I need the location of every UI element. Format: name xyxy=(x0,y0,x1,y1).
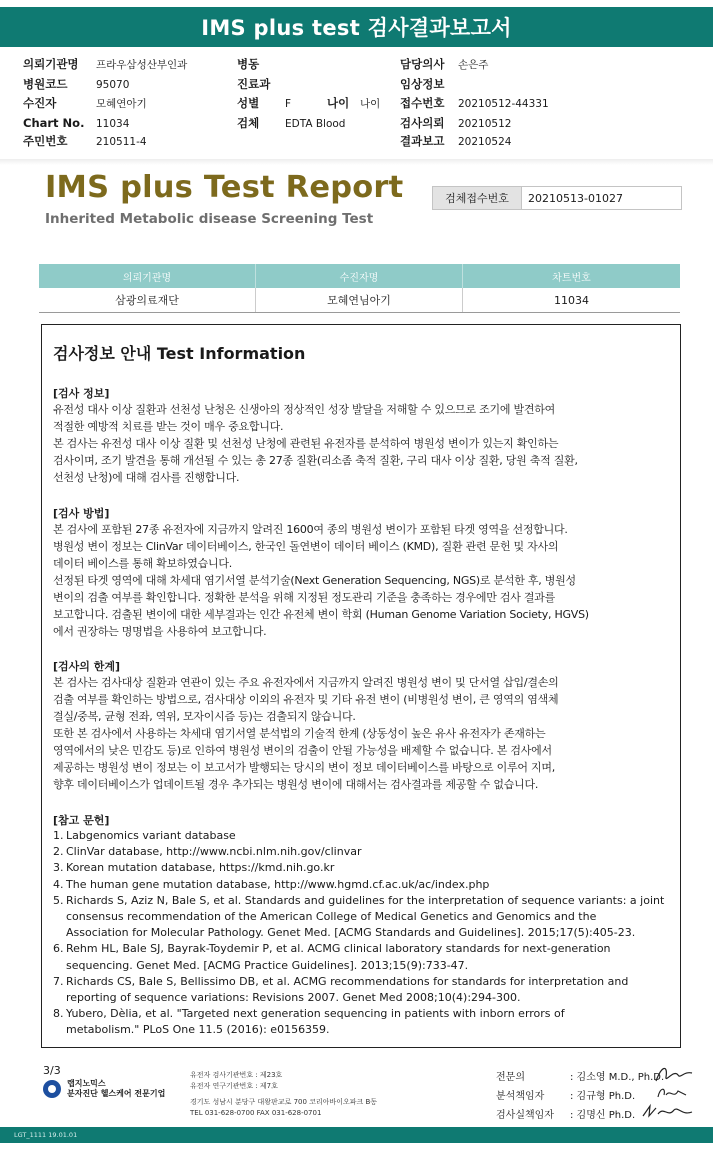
section-body-method xyxy=(53,521,675,640)
text-line: 선정된 타겟 영역에 대해 차세대 염기서열 분석기술(Next Generation Sequencing, NGS)로 분석한 후, 병원성 xyxy=(53,574,576,587)
reference-number: 5. xyxy=(53,893,64,907)
header-field-value-text: 손은주 xyxy=(458,59,489,71)
table-cell-chart: 11034 xyxy=(463,288,681,313)
reference-number: 3. xyxy=(53,861,64,875)
header-field-label-text: 진료과 xyxy=(237,77,271,91)
signer-row xyxy=(496,1068,665,1083)
header-field-label xyxy=(237,96,259,110)
table-cell-institution: 삼광의료재단 xyxy=(39,288,256,313)
signer-row xyxy=(496,1087,636,1102)
header-field-label xyxy=(400,77,444,91)
header-field-label-text: 병동 xyxy=(237,57,260,71)
report-title: IMS plus Test Report xyxy=(45,170,404,205)
content-title: 검사정보 안내 Test Information xyxy=(53,344,306,363)
table-header-patient: 수진자명 xyxy=(256,264,463,288)
text-line: 변이의 검출 여부를 확인합니다. 정확한 분석을 위해 지정된 정도관리 기준을 충족하는 경우에만 검사 결과를 xyxy=(53,591,555,604)
section-body-info xyxy=(53,401,675,486)
header-field-value xyxy=(458,57,488,72)
reference-text: Richards S, Aziz N, Bale S, et al. Standards and guidelines for the interpretation of sequence variants: a joint xyxy=(66,893,665,907)
header-field-label-text: 검사의뢰 xyxy=(400,116,445,130)
text-line: 향후 데이터베이스가 업데이트될 경우 추가되는 병원성 변이에 대해서는 검사결과를 제공할 수 없습니다. xyxy=(53,778,539,791)
header-field-label xyxy=(23,57,79,71)
reference-item xyxy=(53,828,675,844)
reference-item xyxy=(53,974,675,1006)
reference-text: Association for Molecular Pathology. Genet Med. [ACMG Standards and Guidelines]. 2015;17(5):405-23. xyxy=(66,926,636,940)
text-line: 본 검사는 유전성 대사 이상 질환 및 선천성 난청에 관련된 유전자를 분석하여 병원성 변이가 있는지 확인하는 xyxy=(53,437,559,450)
header-field-value xyxy=(458,96,549,111)
header-field-label xyxy=(237,77,270,91)
logo-mark-icon xyxy=(43,1080,61,1098)
header-field-value-text: 20210512 xyxy=(458,118,512,130)
header-field-value-text: 95070 xyxy=(96,79,130,91)
text-line: 본 검사는 검사대상 질환과 연관이 있는 주요 유전자에서 지금까지 알려진 병원성 변이 및 단서열 삽입/결손의 xyxy=(53,676,559,689)
section-heading-method: [검사 방법] xyxy=(53,507,110,520)
header-field-label-text: 임상정보 xyxy=(400,77,445,91)
license-line: 유전자 검사기관번호 : 제23호 xyxy=(190,1071,283,1079)
form-code-bar: LGT_1111 19.01.01 xyxy=(0,1127,713,1143)
reference-list xyxy=(53,828,675,1039)
header-field-value-text: 프라우삼성산부인과 xyxy=(96,59,188,71)
logo-text xyxy=(67,1079,165,1099)
reference-item xyxy=(53,877,675,893)
text-line: 병원성 변이 정보는 ClinVar 데이터베이스, 한국인 돌연변이 데이터 베이스 (KMD), 질환 관련 문헌 및 자사의 xyxy=(53,540,559,553)
header-field-value xyxy=(96,134,147,149)
receipt-number-value: 20210513-01027 xyxy=(528,191,623,205)
reference-number: 1. xyxy=(53,829,64,842)
header-field-value xyxy=(285,96,291,111)
reference-text: ClinVar database, http://www.ncbi.nlm.nih.gov/clinvar xyxy=(66,845,362,859)
header-field-value xyxy=(285,116,345,131)
header-field-label-text: Chart No. xyxy=(23,116,85,130)
signer-name: : 김명신 Ph.D. xyxy=(570,1110,636,1121)
reference-text: reporting of sequence variations: Revisions 2007. Genet Med 2008;10(4):294-300. xyxy=(66,991,521,1005)
reference-text: metabolism." PLoS One 11.5 (2016): e0156359. xyxy=(66,1023,330,1037)
text-line: 적절한 예방적 치료를 받는 것이 매우 중요합니다. xyxy=(53,420,284,433)
text-line: 본 검사에 포함된 27종 유전자에 지금까지 알려진 1600여 종의 병원성 변이가 포함된 타겟 영역을 선정합니다. xyxy=(53,523,568,536)
header-field-value-text: 모혜연아기 xyxy=(96,98,147,110)
reference-item xyxy=(53,844,675,860)
header-field-label-text: 주민번호 xyxy=(23,134,68,148)
license-line: 경기도 성남시 분당구 대왕판교로 700 코리아바이오파크 B동 xyxy=(190,1098,378,1106)
report-title-bar: IMS plus test 검사결과보고서 xyxy=(0,7,713,47)
header-field-label-text: 검체 xyxy=(237,116,260,130)
company-logo xyxy=(41,1078,181,1102)
header-field-label-text: 결과보고 xyxy=(400,134,445,148)
text-line: 보고합니다. 검출된 변이에 대한 세부결과는 인간 유전체 변이 학회 (Human Genome Variation Society, HGVS) xyxy=(53,608,589,621)
header-field-value-text: 20210524 xyxy=(458,136,512,148)
license-line: 유전자 연구기관번호 : 제7호 xyxy=(190,1082,278,1090)
signer-role: 검사실책임자 xyxy=(496,1110,554,1121)
reference-text: Korean mutation database, https://kmd.nih.go.kr xyxy=(66,861,335,875)
header-field-value-text: 11034 xyxy=(96,118,130,130)
header-field-value xyxy=(96,77,129,92)
header-age-value-text: 나이 xyxy=(360,98,381,110)
reference-text: Richards CS, Bale S, Bellissimo DB, et al. ACMG recommendations for standards for interpretation and xyxy=(66,974,629,988)
header-field-value xyxy=(96,57,187,72)
receipt-number-box xyxy=(432,186,682,210)
reference-text: Rehm HL, Bale SJ, Bayrak-Toydemir P, et al. ACMG clinical laboratory standards for next-generation xyxy=(66,942,611,956)
section-heading-info: [검사 정보] xyxy=(53,387,110,400)
table-header-institution: 의뢰기관명 xyxy=(39,264,256,288)
test-information-box xyxy=(41,324,681,1048)
header-field-value xyxy=(458,134,511,149)
header-field-value-text: 210511-4 xyxy=(96,136,147,148)
reference-item xyxy=(53,941,675,973)
header-field-value xyxy=(458,116,511,131)
header-field-label xyxy=(237,116,259,130)
reference-number: 6. xyxy=(53,942,64,956)
signer-row xyxy=(496,1106,636,1121)
header-field-label xyxy=(23,77,67,91)
patient-info-table xyxy=(39,264,680,313)
license-line: TEL 031-628-0700 FAX 031-628-0701 xyxy=(190,1109,322,1117)
text-line: 선천성 난청)에 대해 검사를 진행합니다. xyxy=(53,471,240,484)
signer-name: : 김소영 M.D., Ph.D. xyxy=(570,1072,665,1083)
reference-text: Labgenomics variant database xyxy=(66,829,236,842)
header-age-value xyxy=(360,96,380,111)
header-field-label xyxy=(400,57,444,71)
text-line: 제공하는 병원성 변이 정보는 이 보고서가 발행되는 당시의 변이 정보 데이터베이스를 바탕으로 이루어 지며, xyxy=(53,761,555,774)
text-line: 검출 여부를 확인하는 방법으로, 검사대상 이외의 유전자 및 기타 유전 변이 (비병원성 변이, 큰 영역의 염색체 xyxy=(53,693,559,706)
text-line: 결실/중복, 균형 전좌, 역위, 모자이시즘 등)는 검출되지 않습니다. xyxy=(53,710,356,723)
logo-line: 랩지노믹스 xyxy=(67,1079,106,1088)
header-field-label-text: 성별 xyxy=(237,96,260,110)
signer-role: 분석책임자 xyxy=(496,1091,545,1102)
reference-number: 7. xyxy=(53,974,64,988)
reference-item xyxy=(53,1006,675,1038)
header-field-label xyxy=(23,96,56,110)
signer-name: : 김규형 Ph.D. xyxy=(570,1091,636,1102)
table-header-chart: 차트번호 xyxy=(463,264,681,288)
section-body-limits xyxy=(53,674,675,793)
header-field-label-text: 접수번호 xyxy=(400,96,445,110)
signature-3-icon xyxy=(640,1100,696,1122)
header-age-label xyxy=(327,96,349,110)
reference-text: consensus recommendation of the American College of Medical Genetics and Genomics and the xyxy=(66,910,597,924)
reference-number: 4. xyxy=(53,877,64,891)
header-field-value-text: EDTA Blood xyxy=(285,118,346,130)
header-age-label-text: 나이 xyxy=(327,96,350,110)
reference-text: Yubero, Dèlia, et al. "Targeted next generation sequencing in patients with inborn errors of xyxy=(66,1007,565,1021)
reference-text: sequencing. Genet Med. [ACMG Practice Guidelines]. 2013;15(9):733-47. xyxy=(66,958,469,972)
header-field-label xyxy=(400,96,444,110)
logo-line: 분자진단 헬스케어 전문기업 xyxy=(67,1089,166,1098)
page-number: 3/3 xyxy=(43,1064,61,1077)
header-field-label-text: 병원코드 xyxy=(23,77,68,91)
text-line: 검사이며, 조기 발견을 통해 개선될 수 있는 총 27종 질환(리소좀 축적 질환, 구리 대사 이상 질환, 당원 축적 질환, xyxy=(53,454,578,467)
section-heading-limits: [검사의 한계] xyxy=(53,660,121,673)
header-field-label-text: 담당의사 xyxy=(400,57,445,71)
table-cell-patient: 모혜연님아기 xyxy=(256,288,463,313)
header-field-value xyxy=(96,96,147,111)
text-line: 또한 본 검사에서 사용하는 차세대 염기서열 분석법의 기술적 한계 (상동성이 높은 유사 유전자가 존재하는 xyxy=(53,727,546,740)
reference-number: 8. xyxy=(53,1007,64,1021)
header-field-value-text: 20210512-44331 xyxy=(458,98,549,110)
text-line: 영역에서의 낮은 민감도 등)로 인하여 병원성 변이의 검출이 안될 가능성을 배제할 수 없습니다. 본 검사에서 xyxy=(53,744,552,757)
header-field-label-text: 수진자 xyxy=(23,96,57,110)
report-subtitle: Inherited Metabolic disease Screening Test xyxy=(45,211,374,227)
section-heading-references: [참고 문헌] xyxy=(53,814,110,827)
reference-item xyxy=(53,893,675,942)
text-line: 데이터 베이스를 통해 확보하였습니다. xyxy=(53,557,233,570)
text-line: 유전성 대사 이상 질환과 선천성 난청은 신생아의 정상적인 성장 발달을 저해할 수 있으므로 조기에 발견하여 xyxy=(53,403,555,416)
header-field-label xyxy=(23,116,84,130)
text-line: 에서 권장하는 명명법을 사용하여 보고합니다. xyxy=(53,625,267,638)
receipt-number-label: 검체접수번호 xyxy=(433,187,522,209)
header-divider xyxy=(0,159,713,165)
reference-text: The human gene mutation database, http://www.hgmd.cf.ac.uk/ac/index.php xyxy=(66,877,490,891)
header-field-label xyxy=(400,116,444,130)
header-field-label xyxy=(237,57,259,71)
reference-item xyxy=(53,860,675,876)
reference-number: 2. xyxy=(53,845,64,859)
signer-role: 전문의 xyxy=(496,1072,525,1083)
header-field-label xyxy=(23,134,67,148)
header-field-value-text: F xyxy=(285,98,292,110)
header-field-label-text: 의뢰기관명 xyxy=(23,57,79,71)
header-field-label xyxy=(400,134,444,148)
header-field-value xyxy=(96,116,129,131)
